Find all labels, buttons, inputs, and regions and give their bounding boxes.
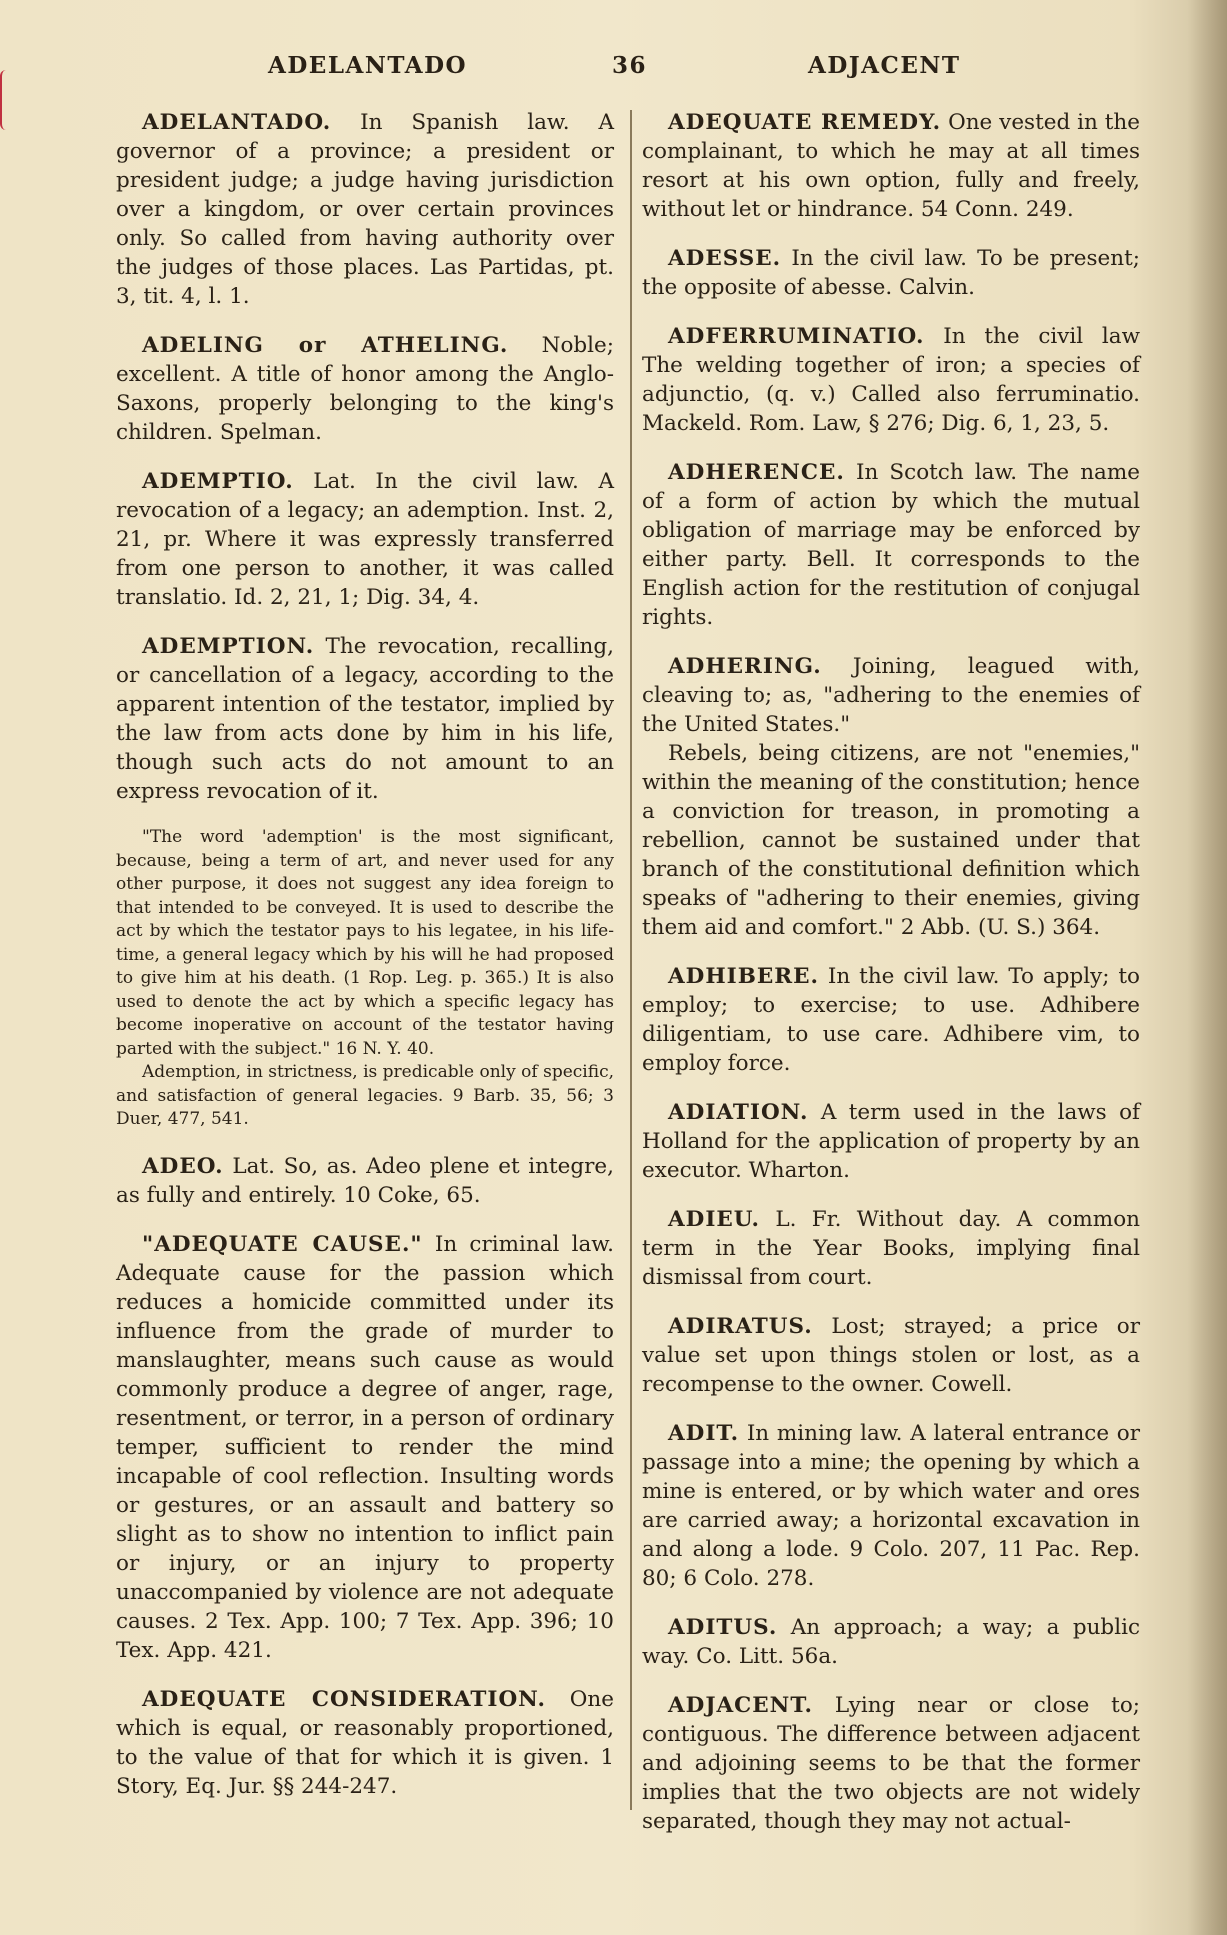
left-column	[116, 108, 614, 1821]
dictionary-entry	[642, 244, 1140, 302]
dictionary-entry	[642, 652, 1140, 739]
header-guide-word-left: ADELANTADO	[268, 52, 468, 79]
entry-note: Ademption, in strictness, is predicable only of specific, and satisfaction of general legacies. 9 Barb. 35, 56; 3 Duer, 477, 541.	[116, 1062, 614, 1129]
dictionary-entry	[642, 458, 1140, 632]
dictionary-entry	[116, 467, 614, 612]
dictionary-entry	[642, 1691, 1140, 1836]
header-guide-word-right: ADJACENT	[808, 52, 961, 79]
dictionary-entry	[116, 1152, 614, 1210]
entry-headword: ADFERRUMINATIO.	[668, 324, 925, 349]
entry-headword: ADEO.	[142, 1153, 224, 1179]
entry-definition: In the civil law. To be present; the opposite of abesse. Calvin.	[642, 246, 1140, 300]
entry-definition: Lying near or close to; contiguous. The difference between adjacent and adjoining seems to be that the former implies that the two objects are not widely separated, though they may not actual-	[642, 1693, 1141, 1834]
right-column	[642, 108, 1140, 1856]
dictionary-entry	[116, 108, 614, 311]
dictionary-entry	[116, 1230, 614, 1665]
entry-headword: ADIRATUS.	[668, 1314, 813, 1339]
entry-definition: An approach; a way; a public way. Co. Litt. 56a.	[642, 1615, 1140, 1669]
entry-definition: Lat. So, as. Adeo plene et integre, as fully and entirely. 10 Coke, 65.	[116, 1153, 614, 1208]
entry-definition: L. Fr. Without day. A common term in the Year Books, implying final dismissal from court.	[642, 1207, 1140, 1290]
entry-headword: ADEMPTION.	[142, 634, 315, 659]
entry-definition: A term used in the laws of Holland for the application of property by an executor. Wharton.	[642, 1100, 1140, 1183]
entry-definition: In mining law. A lateral entrance or passage into a mine; the opening by which a mine is entered, or by which water and ores are carried away; a horizontal excavation in and along a lode. 9 Colo. 207, 11 Pac. Rep. 80; 6 Colo. 278.	[642, 1421, 1140, 1591]
entry-headword: ADELANTADO.	[142, 110, 332, 135]
entry-definition: In Spanish law. A governor of a province; a president or president judge; a judge having jurisdiction over a kingdom, or over certain provinces only. So called from having authority over the judges of those places. Las Partidas, pt. 3, tit. 4, l. 1.	[116, 110, 614, 309]
column-divider	[630, 110, 632, 1810]
entry-definition: One which is equal, or reasonably proportioned, to the value of that for which it is given. 1 Story, Eq. Jur. §§ 244-247.	[116, 1686, 614, 1799]
page-number: 36	[612, 52, 648, 79]
entry-headword: ADELING or ATHELING.	[142, 333, 509, 358]
dictionary-entry	[642, 322, 1140, 438]
entry-note: "The word 'ademption' is the most significant, because, being a term of art, and never used for any other purpose, it does not suggest any idea foreign to that intended to be conveyed. It is used to describe the act by which the testator pays to his legatee, in his life-time, a general legacy which by his will he had proposed to give him at his death. (1 Rop. Leg. p. 365.) It is also used to denote the act by which a specific legacy has become inoperative on account of the testator having parted with the subject." 16 N. Y. 40.	[116, 827, 614, 1059]
dictionary-entry	[642, 1419, 1140, 1593]
dictionary-entry	[116, 632, 614, 806]
entry-definition: Lat. In the civil law. A revocation of a legacy; an ademption. Inst. 2, 21, pr. Where it was expressly transferred from one person to another, it was called translatio. Id. 2, 21, 1; Dig. 34, 4.	[116, 469, 614, 610]
dictionary-entry	[642, 1098, 1140, 1185]
entry-continuation: Rebels, being citizens, are not "enemies," within the meaning of the constitution; hence a conviction for treason, in promoting a rebellion, cannot be sustained under that branch of the constitutional definition which speaks of "adhering to their enemies, giving them aid and comfort." 2 Abb. (U. S.) 364.	[642, 741, 1140, 940]
entry-headword: ADITUS.	[668, 1615, 778, 1640]
entry-definition: In the civil law. To apply; to employ; to exercise; to use. Adhibere diligentiam, to use care. Adhibere vim, to employ force.	[642, 964, 1140, 1076]
dictionary-entry	[642, 108, 1140, 224]
entry-headword: ADEQUATE REMEDY.	[668, 110, 942, 135]
dictionary-entry	[642, 1613, 1140, 1671]
entry-headword: ADESSE.	[668, 246, 782, 271]
dictionary-entry	[642, 1312, 1140, 1399]
entry-headword: ADHERING.	[668, 654, 822, 679]
entry-headword: ADJACENT.	[668, 1693, 814, 1718]
running-header	[0, 52, 1227, 92]
dictionary-entry	[642, 962, 1140, 1078]
entry-headword: ADHERENCE.	[668, 460, 845, 485]
entry-headword: ADEQUATE CONSIDERATION.	[142, 1686, 546, 1712]
entry-definition: Lost; strayed; a price or value set upon things stolen or lost, as a recompense to the owner. Cowell.	[642, 1314, 1140, 1397]
dictionary-entry	[642, 1205, 1140, 1292]
entry-headword: ADEMPTIO.	[142, 469, 294, 494]
entry-definition: One vested in the complainant, to which he may at all times resort at his own option, fully and freely, without let or hindrance. 54 Conn. 249.	[642, 110, 1140, 222]
entry-definition: Joining, leagued with, cleaving to; as, "adhering to the enemies of the United States."	[642, 654, 1140, 737]
entry-headword: ADIATION.	[668, 1100, 809, 1125]
page-edge-shadow	[1187, 0, 1227, 1935]
entry-definition: Noble; excellent. A title of honor among the Anglo-Saxons, properly belonging to the king's children. Spelman.	[116, 333, 614, 445]
dictionary-entry	[116, 331, 614, 447]
dictionary-entry	[116, 1685, 614, 1801]
entry-definition: In Scotch law. The name of a form of action by which the mutual obligation of marriage may be enforced by either party. Bell. It corresponds to the English action for the restitution of conjugal rights.	[642, 460, 1140, 630]
entry-definition: The revocation, recalling, or cancellation of a legacy, according to the apparent intention of the testator, implied by the law from acts done by him in his life, though such acts do not amount to an express revocation of it.	[116, 634, 614, 804]
entry-definition: In the civil law The welding together of iron; a species of adjunctio, (q. v.) Called also ferruminatio. Mackeld. Rom. Law, § 276; Dig. 6, 1, 23, 5.	[642, 324, 1140, 436]
entry-headword: "ADEQUATE CAUSE."	[142, 1231, 423, 1257]
entry-headword: ADIEU.	[668, 1207, 761, 1232]
entry-headword: ADIT.	[668, 1421, 740, 1446]
entry-definition: In criminal law. Adequate cause for the passion which reduces a homicide committed under its influence from the grade of murder to manslaughter, means such cause as would commonly produce a degree of anger, rage, resentment, or terror, in a person of ordinary temper, sufficient to render the mind incapable of cool reflection. Insulting words or gestures, or an assault and battery so slight as to show no intention to inflict pain or injury, or an injury to property unaccompanied by violence are not adequate causes. 2 Tex. App. 100; 7 Tex. App. 396; 10 Tex. App. 421.	[116, 1231, 614, 1663]
entry-headword: ADHIBERE.	[668, 964, 819, 989]
